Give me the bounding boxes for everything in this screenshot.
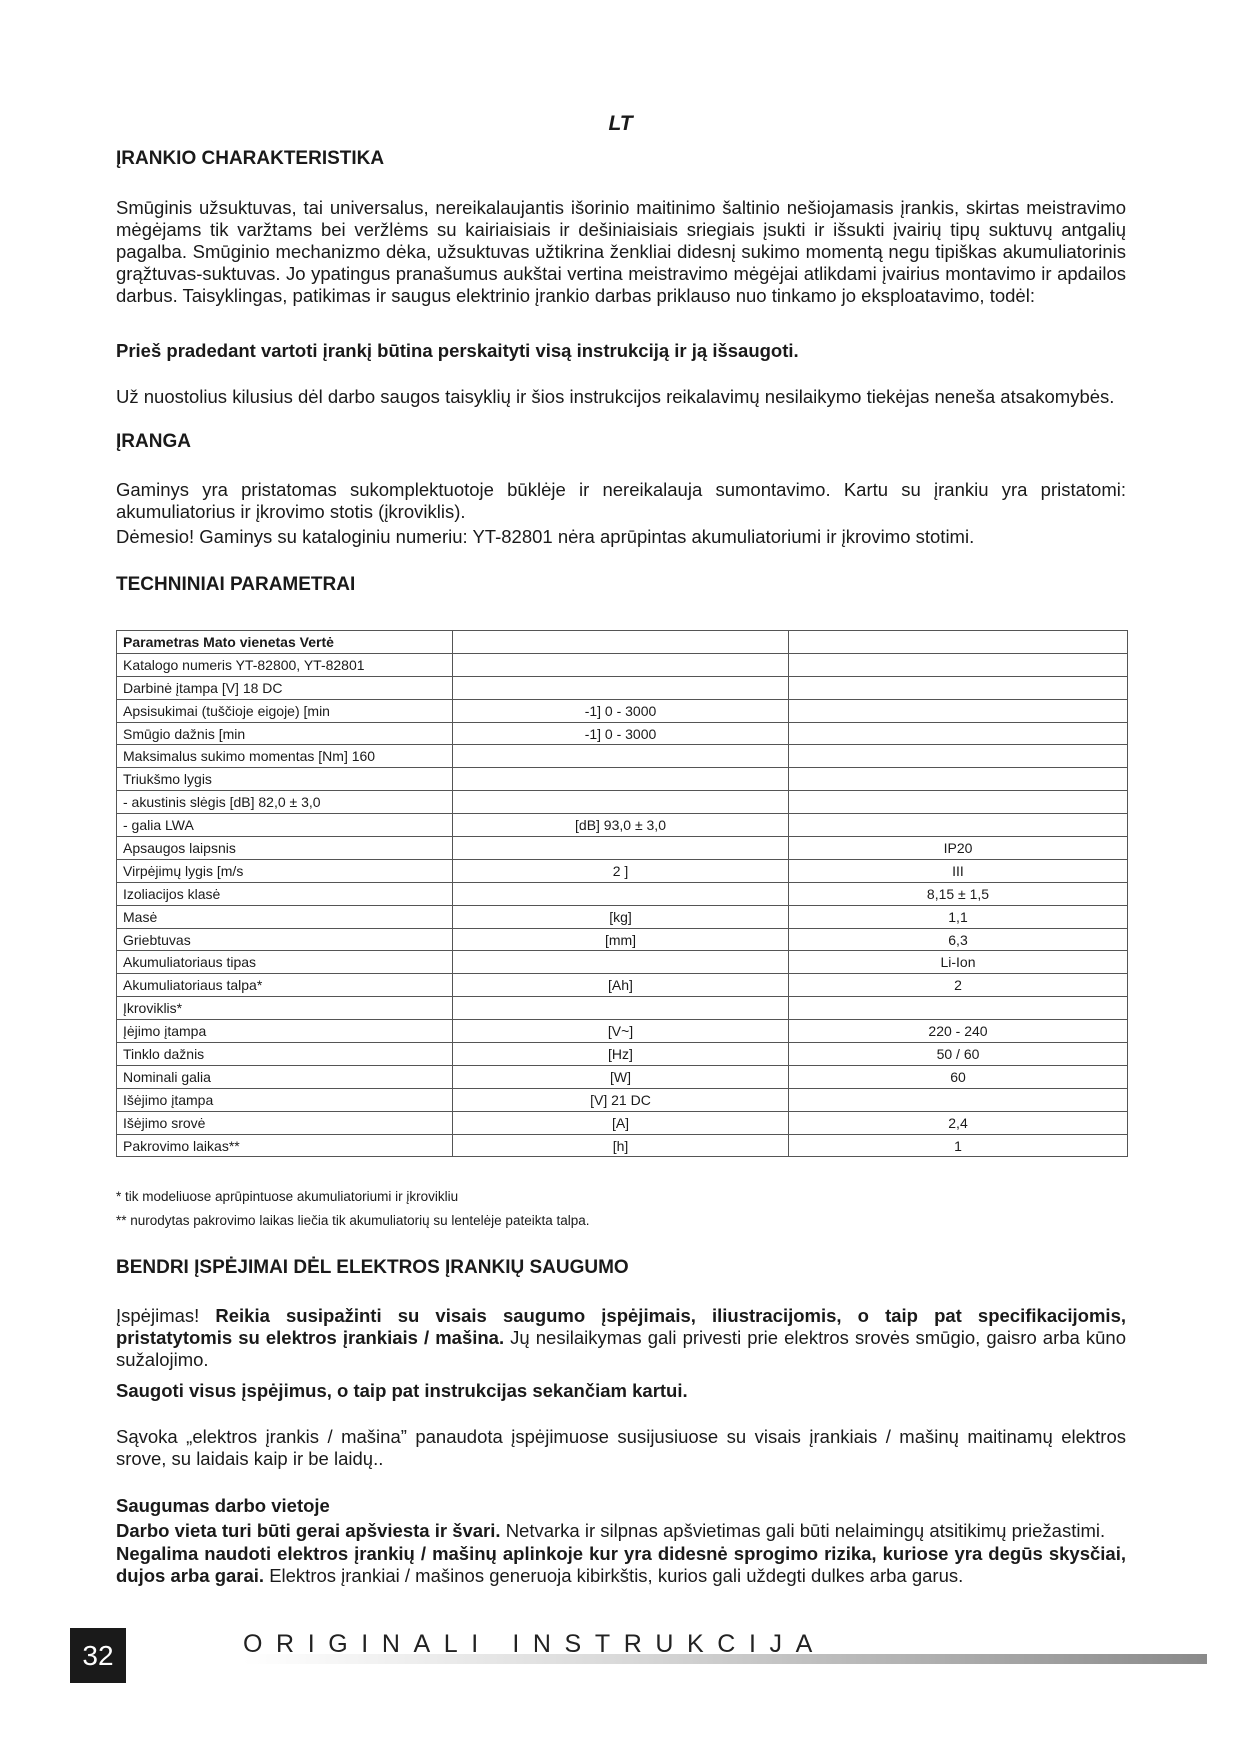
table-cell: Masė	[117, 905, 453, 928]
characteristics-text: Smūginis užsuktuvas, tai universalus, nereikalaujantis išorinio maitinimo šaltinio nešiojamasis įrankis, skirtas meistravimo mėgėjams tik varžtams bei veržlėms su kairiaisiais ir dešiniaisiais sriegiais įsukti ir išsukti įvairių tipų suktuvų antgalių pagalba. Smūginio mechanizmo dėka, užsuktuvas užtikrina ženkliai didesnį sukimo momentą negu tipiškas akumuliatorinis grąžtuvas-suktuvas. Jo ypatingus pranašumus aukštai vertina meistravimo mėgėjai atlikdami įvairius montavimo ir apdailos darbus. Taisyklingas, patikimas ir saugus elektrinio įrankio darbas priklauso nuo tinkamo jo eksploatavimo, todėl:	[116, 197, 1126, 306]
table-cell: 8,15 ± 1,5	[789, 882, 1128, 905]
table-row	[117, 974, 1128, 997]
table-cell: [h]	[453, 1134, 789, 1157]
section-title-safety: BENDRI ĮSPĖJIMAI DĖL ELEKTROS ĮRANKIŲ SAUGUMO	[116, 1257, 629, 1278]
table-row	[117, 653, 1128, 676]
table-cell: 6,3	[789, 928, 1128, 951]
table-cell: Griebtuvas	[117, 928, 453, 951]
table-cell: [V] 21 DC	[453, 1088, 789, 1111]
footnote-battery: * tik modeliuose aprūpintuose akumuliatoriumi ir įkrovikliu	[116, 1189, 459, 1204]
section-title-characteristics: ĮRANKIO CHARAKTERISTIKA	[116, 148, 385, 169]
table-cell	[453, 837, 789, 860]
table-cell	[789, 631, 1128, 654]
table-cell: Katalogo numeris YT-82800, YT-82801	[117, 653, 453, 676]
table-cell	[789, 676, 1128, 699]
footer-title: ORIGINALI INSTRUKCIJA	[243, 1630, 826, 1658]
table-cell: IP20	[789, 837, 1128, 860]
work1-bold-text: Darbo vieta turi būti gerai apšviesta ir švari.	[116, 1520, 501, 1541]
work-area-paragraph-2	[116, 1543, 1126, 1587]
table-cell	[789, 791, 1128, 814]
table-row	[117, 882, 1128, 905]
table-cell	[453, 676, 789, 699]
table-cell: Maksimalus sukimo momentas [Nm] 160	[117, 745, 453, 768]
table-cell	[789, 768, 1128, 791]
table-cell	[789, 814, 1128, 837]
table-cell: Darbinė įtampa [V] 18 DC	[117, 676, 453, 699]
table-cell: Akumuliatoriaus tipas	[117, 951, 453, 974]
table-cell: Izoliacijos klasė	[117, 882, 453, 905]
technical-parameters-table	[116, 630, 1128, 1157]
warning-rest-text: Jų nesilaikymas gali privesti prie elektros srovės smūgio, gaisro arba kūno sužalojimo.	[116, 1327, 1126, 1370]
table-cell: -1] 0 - 3000	[453, 699, 789, 722]
section-title-technical: TECHNINIAI PARAMETRAI	[116, 574, 356, 595]
table-row	[117, 1111, 1128, 1134]
table-cell: [Hz]	[453, 1043, 789, 1066]
table-row	[117, 745, 1128, 768]
table-row	[117, 837, 1128, 860]
table-cell: - akustinis slėgis [dB] 82,0 ± 3,0	[117, 791, 453, 814]
table-cell: [dB] 93,0 ± 3,0	[453, 814, 789, 837]
table-cell: Akumuliatoriaus talpa*	[117, 974, 453, 997]
table-cell: III	[789, 859, 1128, 882]
table-cell: Apsisukimai (tuščioje eigoje) [min	[117, 699, 453, 722]
table-row	[117, 676, 1128, 699]
table-row	[117, 768, 1128, 791]
table-cell	[453, 951, 789, 974]
table-cell	[453, 791, 789, 814]
table-row	[117, 1043, 1128, 1066]
table-cell	[789, 745, 1128, 768]
table-row	[117, 905, 1128, 928]
table-row	[117, 1065, 1128, 1088]
table-cell: [Ah]	[453, 974, 789, 997]
table-cell: Apsaugos laipsnis	[117, 837, 453, 860]
work1-rest-text: Netvarka ir silpnas apšvietimas gali būti nelaimingų atsitikimų priežastimi.	[505, 1520, 1106, 1541]
table-cell: 220 - 240	[789, 1020, 1128, 1043]
table-cell: - galia LWA	[117, 814, 453, 837]
table-cell: 2 ]	[453, 859, 789, 882]
liability-text: Už nuostolius kilusius dėl darbo saugos taisyklių ir šios instrukcijos reikalavimų nesilaikymo tiekėjas neneša atsakomybės.	[116, 386, 1115, 407]
table-cell	[453, 997, 789, 1020]
table-cell: Tinklo dažnis	[117, 1043, 453, 1066]
table-cell: [mm]	[453, 928, 789, 951]
table-cell: Pakrovimo laikas**	[117, 1134, 453, 1157]
table-row	[117, 1134, 1128, 1157]
table-cell	[453, 631, 789, 654]
table-cell: [W]	[453, 1065, 789, 1088]
table-cell: Triukšmo lygis	[117, 768, 453, 791]
table-row	[117, 928, 1128, 951]
work2-bold-text: Negalima naudoti elektros įrankių / mašinų aplinkoje kur yra didesnė sprogimo rizika, kuriose yra degūs skysčiai, dujos arba garai.	[116, 1543, 1126, 1586]
table-row	[117, 859, 1128, 882]
table-cell: Išėjimo įtampa	[117, 1088, 453, 1111]
table-cell	[789, 1088, 1128, 1111]
work2-rest-text: Elektros įrankiai / mašinos generuoja kibirkštis, kurios gali uždegti dulkes arba garus.	[269, 1565, 964, 1586]
table-cell: Li-Ion	[789, 951, 1128, 974]
table-row	[117, 814, 1128, 837]
table-row	[117, 951, 1128, 974]
equipment-text: Gaminys yra pristatomas sukomplektuotoje būklėje ir nereikalauja sumontavimo. Kartu su įrankiu yra pristatomi: akumuliatorius ir įkrovimo stotis (įkroviklis).	[116, 479, 1126, 522]
table-cell	[453, 768, 789, 791]
table-row	[117, 791, 1128, 814]
page-number: 32	[70, 1628, 126, 1683]
warning-bold-text: Reikia susipažinti su visais saugumo įspėjimais, iliustracijomis, o taip pat specifikacijomis, pristatytomis su elektros įrankiais / mašina.	[116, 1305, 1126, 1348]
read-instructions-warning: Prieš pradedant vartoti įrankį būtina perskaityti visą instrukciją ir ją išsaugoti.	[116, 340, 799, 361]
table-cell: 50 / 60	[789, 1043, 1128, 1066]
table-cell	[453, 745, 789, 768]
table-cell: Parametras Mato vienetas Vertė	[117, 631, 453, 654]
table-cell: 1,1	[789, 905, 1128, 928]
table-cell: [V~]	[453, 1020, 789, 1043]
table-cell: Smūgio dažnis [min	[117, 722, 453, 745]
section-title-equipment: ĮRANGA	[116, 431, 191, 452]
table-cell: 60	[789, 1065, 1128, 1088]
work-area-paragraph-1	[116, 1520, 1126, 1542]
table-cell: -1] 0 - 3000	[453, 722, 789, 745]
table-cell: Įkroviklis*	[117, 997, 453, 1020]
footnote-charging-time: ** nurodytas pakrovimo laikas liečia tik akumuliatorių su lentelėje pateikta talpa.	[116, 1213, 590, 1228]
table-cell: [A]	[453, 1111, 789, 1134]
table-cell	[789, 997, 1128, 1020]
safety-warning-paragraph	[116, 1305, 1126, 1371]
warning-lead: Įspėjimas!	[116, 1305, 200, 1326]
table-cell: [kg]	[453, 905, 789, 928]
keep-warnings-text: Saugoti visus įspėjimus, o taip pat instrukcijas sekančiam kartui.	[116, 1380, 688, 1401]
table-row	[117, 1088, 1128, 1111]
table-cell	[789, 699, 1128, 722]
table-cell	[453, 653, 789, 676]
term-definition-text: Sąvoka „elektros įrankis / mašina” panaudota įspėjimuose susijusiuose su visais įrankiais / mašinų maitinamų elektros srove, su laidais kaip ir be laidų..	[116, 1426, 1126, 1469]
table-row	[117, 1020, 1128, 1043]
language-code: LT	[608, 112, 633, 135]
table-cell: Virpėjimų lygis [m/s	[117, 859, 453, 882]
table-cell	[453, 882, 789, 905]
table-cell	[789, 653, 1128, 676]
work-area-safety-title: Saugumas darbo vietoje	[116, 1495, 330, 1516]
equipment-note: Dėmesio! Gaminys su kataloginiu numeriu: YT-82801 nėra aprūpintas akumuliatoriumi ir įkrovimo stotimi.	[116, 526, 975, 547]
table-row	[117, 699, 1128, 722]
table-row	[117, 997, 1128, 1020]
table-cell: Įėjimo įtampa	[117, 1020, 453, 1043]
table-cell: 2	[789, 974, 1128, 997]
table-cell: 1	[789, 1134, 1128, 1157]
table-cell: 2,4	[789, 1111, 1128, 1134]
table-cell: Nominali galia	[117, 1065, 453, 1088]
table-row	[117, 722, 1128, 745]
table-cell	[789, 722, 1128, 745]
table-row	[117, 631, 1128, 654]
table-cell: Išėjimo srovė	[117, 1111, 453, 1134]
